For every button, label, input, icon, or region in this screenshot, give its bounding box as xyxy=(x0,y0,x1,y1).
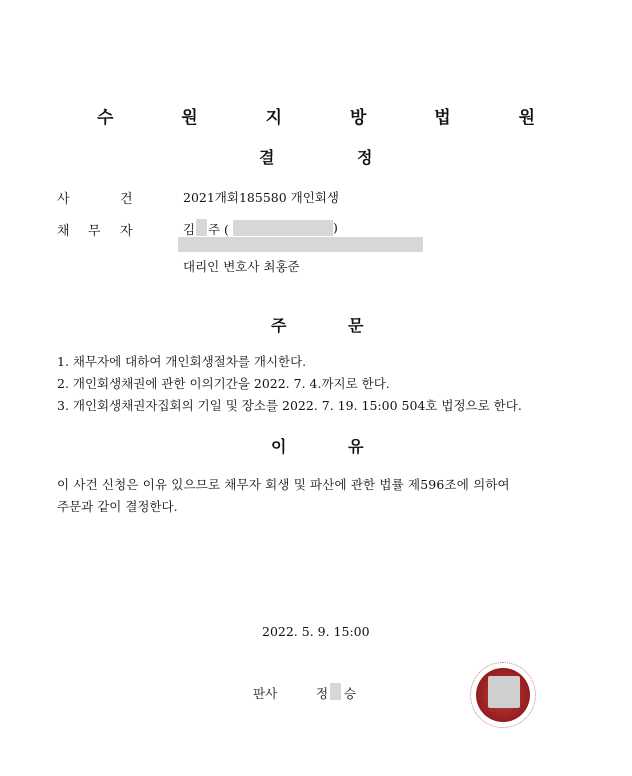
order-heading-second: 문 xyxy=(348,316,364,335)
case-number: 2021개회185580 개인회생 xyxy=(183,190,339,205)
debtor-name-last: 주 ( xyxy=(208,222,229,237)
doc-title-second: 정 xyxy=(357,148,373,167)
redaction-seal xyxy=(488,676,520,708)
judge-name-last: 승 xyxy=(344,686,357,701)
reason-heading-second: 유 xyxy=(348,437,364,456)
redaction-judge-name xyxy=(330,683,341,700)
reason-text-line-2: 주문과 같이 결정한다. xyxy=(57,499,178,514)
case-label-b: 건 xyxy=(120,192,133,207)
judge-title: 판사 xyxy=(253,686,278,701)
debtor-label-1: 채 xyxy=(57,224,70,239)
judge-name-first: 정 xyxy=(316,686,329,701)
order-item-1: 1. 채무자에 대하여 개인회생절차를 개시한다. xyxy=(57,354,307,369)
debtor-agent: 대리인 변호사 최홍준 xyxy=(183,259,300,274)
order-item-3: 3. 개인회생채권자집회의 기일 및 장소를 2022. 7. 19. 15:00 504호 법정으로 한다. xyxy=(57,398,522,413)
court-name: 수 원 지 방 법 원 xyxy=(96,108,567,128)
redaction-name xyxy=(196,219,207,236)
redaction-id-number xyxy=(233,220,333,236)
debtor-label-2: 무 xyxy=(88,224,101,239)
decision-date: 2022. 5. 9. 15:00 xyxy=(262,624,370,639)
order-heading-first: 주 xyxy=(271,316,287,335)
debtor-label-3: 자 xyxy=(120,224,133,239)
case-label-a: 사 xyxy=(57,192,70,207)
debtor-name-close: ) xyxy=(333,220,338,235)
debtor-name-first: 김 xyxy=(183,222,196,237)
reason-text-line-1: 이 사건 신청은 이유 있으므로 채무자 회생 및 파산에 관한 법률 제596조에 의하여 xyxy=(57,477,510,492)
reason-heading-first: 이 xyxy=(271,437,287,456)
order-item-2: 2. 개인회생채권에 관한 이의기간을 2022. 7. 4.까지로 한다. xyxy=(57,376,390,391)
redaction-address xyxy=(178,237,423,252)
doc-title-first: 결 xyxy=(259,148,275,167)
